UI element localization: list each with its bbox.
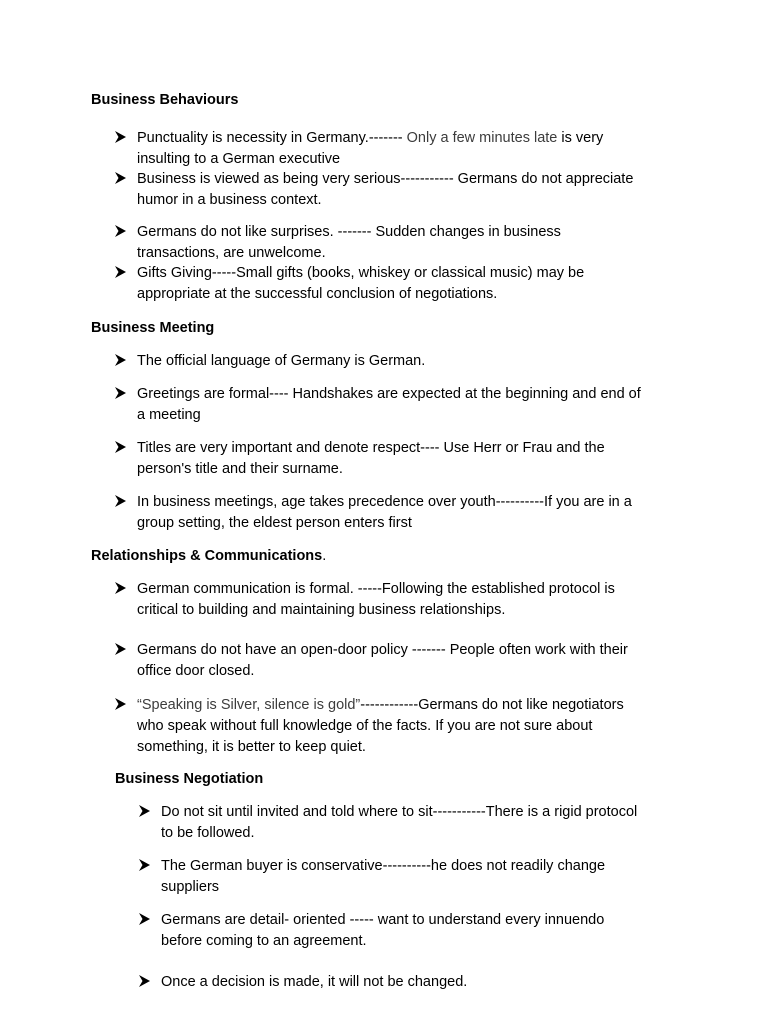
item-text: Once a decision is made, it will not be changed.	[161, 974, 468, 990]
item-text-continued: critical to building and maintaining business relationships.	[137, 602, 506, 618]
item-text: The official language of Germany is German.	[137, 353, 426, 369]
arrowhead-bullet-icon	[139, 805, 150, 817]
arrowhead-bullet-icon	[115, 225, 126, 237]
item-text-highlight: Only a few minutes late	[406, 130, 558, 146]
arrowhead-bullet-icon	[115, 582, 126, 594]
item-text-continued: group setting, the eldest person enters first	[137, 515, 412, 531]
item-text: Business is viewed as being very serious----------- Germans do not appreciate	[137, 171, 634, 187]
heading-relationships-communications: Relationships & Communications.	[91, 548, 327, 564]
item-text-continued: insulting to a German executive	[137, 151, 341, 167]
arrowhead-bullet-icon	[115, 698, 126, 710]
item-text: Greetings are formal---- Handshakes are expected at the beginning and end of	[137, 386, 641, 402]
item-text-continued: who speak without full knowledge of the facts. If you are not sure about	[137, 718, 593, 734]
item-text-continued: suppliers	[161, 879, 220, 895]
item-text-continued: to be followed.	[161, 825, 255, 841]
item-text-continued: a meeting	[137, 407, 201, 423]
item-text-continued: appropriate at the successful conclusion of negotiations.	[137, 286, 498, 302]
item-text-continued: person's title and their surname.	[137, 461, 343, 477]
item-text-continued: before coming to an agreement.	[161, 933, 367, 949]
arrowhead-bullet-icon	[115, 495, 126, 507]
heading-suffix: .	[322, 548, 327, 564]
arrowhead-bullet-icon	[115, 441, 126, 453]
arrowhead-bullet-icon	[115, 387, 126, 399]
item-text: Germans are detail- oriented ----- want to understand every innuendo	[161, 912, 605, 928]
item-text-continued: humor in a business context.	[137, 192, 322, 208]
arrowhead-bullet-icon	[139, 859, 150, 871]
arrowhead-bullet-icon	[115, 354, 126, 366]
arrowhead-bullet-icon	[115, 172, 126, 184]
item-text: is very	[557, 130, 604, 146]
item-text: Do not sit until invited and told where to sit-----------There is a rigid protocol	[161, 804, 638, 820]
item-text: Germans do not like surprises. ------- Sudden changes in business	[137, 224, 561, 240]
item-text: In business meetings, age takes precedence over youth----------If you are in a	[137, 494, 632, 510]
quote-text: “Speaking is Silver, silence is gold”	[137, 697, 361, 713]
item-text: The German buyer is conservative----------he does not readily change	[161, 858, 606, 874]
item-text-continued: something, it is better to keep quiet.	[137, 739, 366, 755]
item-text: German communication is formal. -----Following the established protocol is	[137, 581, 615, 597]
item-text-continued: transactions, are unwelcome.	[137, 245, 326, 261]
item-text: Titles are very important and denote respect---- Use Herr or Frau and the	[137, 440, 605, 456]
item-text: Germans do not have an open-door policy ------- People often work with their	[137, 642, 628, 658]
arrowhead-bullet-icon	[115, 131, 126, 143]
item-text: Punctuality is necessity in Germany.-------	[137, 130, 407, 146]
heading-business-negotiation: Business Negotiation	[115, 771, 264, 787]
arrowhead-bullet-icon	[139, 913, 150, 925]
heading-business-meeting: Business Meeting	[91, 320, 215, 336]
heading-business-behaviours: Business Behaviours	[91, 92, 239, 108]
arrowhead-bullet-icon	[139, 975, 150, 987]
item-text: ------------Germans do not like negotiators	[360, 697, 624, 713]
item-text: Gifts Giving-----Small gifts (books, whiskey or classical music) may be	[137, 265, 585, 281]
item-text-continued: office door closed.	[137, 663, 255, 679]
arrowhead-bullet-icon	[115, 643, 126, 655]
arrowhead-bullet-icon	[115, 266, 126, 278]
